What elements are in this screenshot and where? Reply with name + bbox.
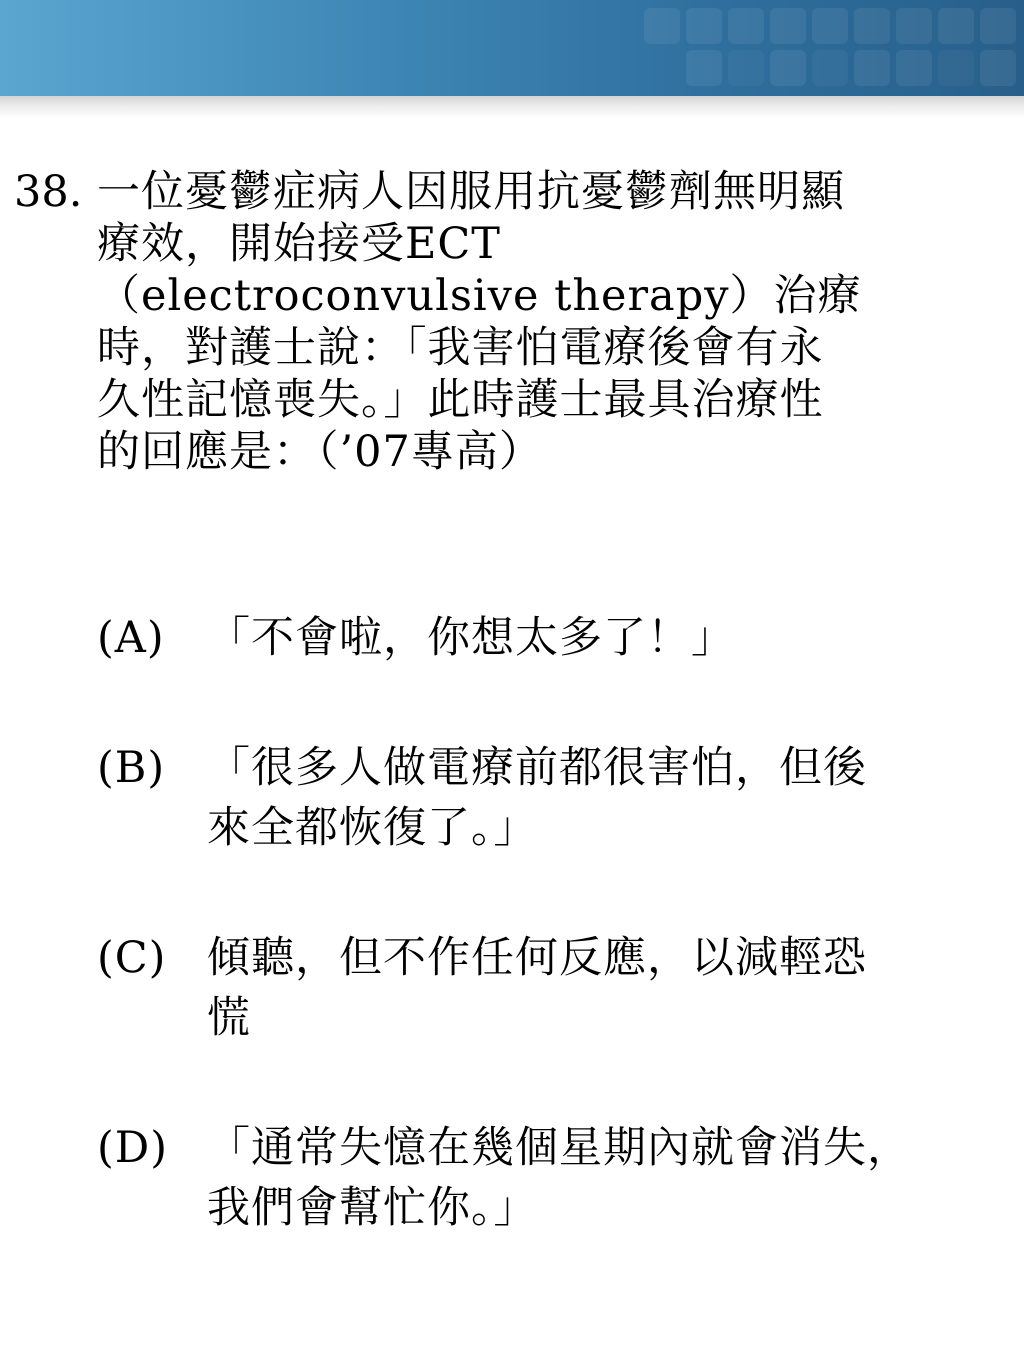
question-number: 38. xyxy=(14,167,83,217)
option-line: 慌 xyxy=(207,993,251,1043)
option-label: (C) xyxy=(97,933,167,983)
question-line: 時，對護士說：「我害怕電療後會有永 xyxy=(97,323,824,373)
option-line: 我們會幫忙你。」 xyxy=(207,1183,538,1233)
option-line: 「很多人做電療前都很害怕，但後 xyxy=(207,743,867,793)
option-line: 「不會啦，你想太多了！」 xyxy=(207,613,735,663)
banner-shadow xyxy=(0,96,1024,118)
option-label: (A) xyxy=(97,613,165,663)
option-text xyxy=(207,738,1024,858)
option-line: 來全都恢復了。」 xyxy=(207,803,538,853)
option-label: (D) xyxy=(97,1123,169,1173)
option-line: 「通常失憶在幾個星期內就會消失， xyxy=(207,1123,911,1173)
question-line: 療效，開始接受ECT xyxy=(97,219,501,269)
question-line: 的回應是：（’07專高） xyxy=(97,427,543,477)
banner-tile-pattern xyxy=(604,0,1024,96)
question-line: 一位憂鬱症病人因服用抗憂鬱劑無明顯 xyxy=(97,167,845,217)
option-line: 傾聽，但不作任何反應，以減輕恐 xyxy=(207,933,867,983)
header-banner xyxy=(0,0,1024,96)
question-line: 久性記憶喪失。」此時護士最具治療性 xyxy=(97,375,824,425)
question-line: （electroconvulsive therapy）治療 xyxy=(97,271,862,321)
option-text xyxy=(207,928,1024,1048)
question-text xyxy=(97,166,1002,478)
option-text xyxy=(207,1118,1024,1238)
option-text xyxy=(207,608,1024,668)
option-label: (B) xyxy=(97,743,166,793)
